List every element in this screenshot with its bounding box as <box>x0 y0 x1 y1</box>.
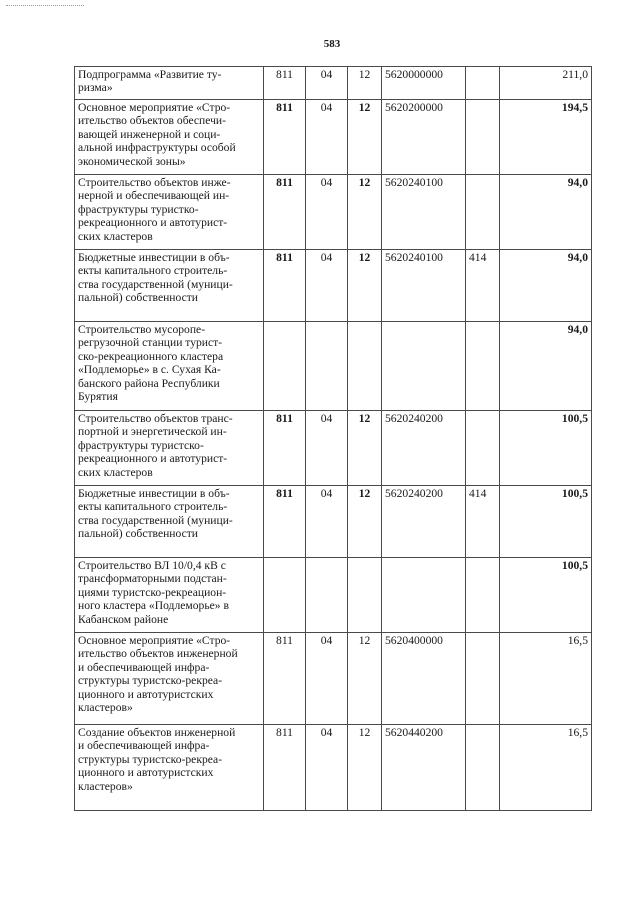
expense-type-cell <box>466 633 500 725</box>
subsection-cell <box>348 558 382 633</box>
table-body <box>75 67 592 811</box>
grbs-cell <box>264 322 306 411</box>
name-text: Строительство объектов инже- нерной и обеспечивающей ин- фраструктуры туристко- рекреационного и автотурист- ских кластеров <box>78 176 231 243</box>
sum-text: 211,0 <box>562 68 588 81</box>
sum-cell <box>500 175 592 250</box>
target-article-cell <box>382 100 466 175</box>
target-article-text: 5620240200 <box>385 412 443 425</box>
section-text: 04 <box>320 68 333 81</box>
expense-type-cell <box>466 411 500 486</box>
page-number: 583 <box>323 38 341 50</box>
name-cell <box>75 100 264 175</box>
target-article-cell <box>382 411 466 486</box>
section-cell <box>306 411 348 486</box>
sum-text: 94,0 <box>567 251 588 264</box>
expense-type-cell <box>466 250 500 322</box>
name-text: Бюджетные инвестиции в объ- екты капитального строитель- ства государственной (муници- пальной) собственности <box>78 487 233 541</box>
target-article-text: 5620240100 <box>385 251 443 264</box>
table-row <box>75 725 592 811</box>
grbs-cell <box>264 633 306 725</box>
name-cell <box>75 486 264 558</box>
grbs-cell <box>264 558 306 633</box>
grbs-text: 811 <box>276 726 293 739</box>
sum-text: 94,0 <box>567 323 588 336</box>
section-text: 04 <box>320 176 333 189</box>
subsection-cell <box>348 486 382 558</box>
sum-text: 100,5 <box>561 487 588 500</box>
name-text: Подпрограмма «Развитие ту- ризма» <box>78 68 222 95</box>
section-text: 04 <box>320 487 333 500</box>
table-row <box>75 322 592 411</box>
grbs-cell <box>264 411 306 486</box>
grbs-text: 811 <box>276 68 293 81</box>
sum-text: 16,5 <box>567 726 588 739</box>
scan-artifact-line <box>6 5 84 6</box>
name-text: Строительство мусоропе- регрузочной станции турист- ско-рекреационного кластера «Подлеморье» в с. Сухая Ка- банского района Республики Бурятия <box>78 323 224 404</box>
table-row <box>75 67 592 100</box>
grbs-text: 811 <box>276 634 293 647</box>
sum-text: 100,5 <box>561 412 588 425</box>
target-article-text: 5620200000 <box>385 101 443 114</box>
name-cell <box>75 633 264 725</box>
grbs-text: 811 <box>276 412 293 425</box>
target-article-cell <box>382 725 466 811</box>
sum-text: 194,5 <box>561 101 588 114</box>
table-row <box>75 100 592 175</box>
table-row <box>75 558 592 633</box>
name-text: Бюджетные инвестиции в объ- екты капитального строитель- ства государственной (муници- пальной) собственности <box>78 251 233 305</box>
budget-table <box>74 66 592 811</box>
expense-type-cell <box>466 486 500 558</box>
target-article-text: 5620000000 <box>385 68 443 81</box>
subsection-cell <box>348 411 382 486</box>
sum-cell <box>500 725 592 811</box>
grbs-cell <box>264 67 306 100</box>
grbs-cell <box>264 725 306 811</box>
name-text: Строительство объектов транс- портной и энергетической ин- фраструктуры туристско- рекреационного и автотурист- ских кластеров <box>78 412 233 479</box>
sum-cell <box>500 411 592 486</box>
sum-text: 100,5 <box>561 559 588 572</box>
table-row <box>75 250 592 322</box>
expense-type-text: 414 <box>469 251 487 264</box>
target-article-cell <box>382 175 466 250</box>
section-cell <box>306 175 348 250</box>
subsection-cell <box>348 725 382 811</box>
name-cell <box>75 725 264 811</box>
section-text: 04 <box>320 726 333 739</box>
grbs-text: 811 <box>276 176 293 189</box>
section-cell <box>306 725 348 811</box>
target-article-text: 5620240100 <box>385 176 443 189</box>
name-cell <box>75 411 264 486</box>
name-text: Строительство ВЛ 10/0,4 кВ с трансформаторными подстан- циями туристско-рекреацион- ного кластера «Подлеморье» в Кабанском районе <box>78 559 229 626</box>
name-cell <box>75 67 264 100</box>
name-text: Создание объектов инженерной и обеспечивающей инфра- структуры туристско-рекреа- ционного и автотуристских кластеров» <box>78 726 236 793</box>
section-cell <box>306 250 348 322</box>
subsection-cell <box>348 67 382 100</box>
expense-type-cell <box>466 67 500 100</box>
section-cell <box>306 67 348 100</box>
subsection-text: 12 <box>358 68 371 81</box>
table-row <box>75 486 592 558</box>
section-cell <box>306 558 348 633</box>
subsection-text: 12 <box>358 726 371 739</box>
subsection-cell <box>348 250 382 322</box>
target-article-cell <box>382 486 466 558</box>
target-article-cell <box>382 633 466 725</box>
expense-type-cell <box>466 100 500 175</box>
section-cell <box>306 100 348 175</box>
table-row <box>75 175 592 250</box>
target-article-cell <box>382 558 466 633</box>
name-cell <box>75 322 264 411</box>
name-text: Основное мероприятие «Стро- ительство объектов инженерной и обеспечивающей инфра- структуры туристско-рекреа- ционного и автотуристских кластеров» <box>78 634 238 715</box>
expense-type-cell <box>466 558 500 633</box>
subsection-text: 12 <box>358 487 371 500</box>
name-text: Основное мероприятие «Стро- ительство объектов обеспечи- вающей инженерной и соци- альной инфраструктуры особой экономической зоны» <box>78 101 236 168</box>
grbs-cell <box>264 250 306 322</box>
subsection-text: 12 <box>358 634 371 647</box>
name-cell <box>75 175 264 250</box>
table-row <box>75 633 592 725</box>
section-text: 04 <box>320 412 333 425</box>
name-cell <box>75 250 264 322</box>
target-article-text: 5620440200 <box>385 726 443 739</box>
grbs-cell <box>264 100 306 175</box>
section-text: 04 <box>320 634 333 647</box>
sum-cell <box>500 100 592 175</box>
expense-type-cell <box>466 175 500 250</box>
sum-cell <box>500 67 592 100</box>
subsection-cell <box>348 322 382 411</box>
expense-type-cell <box>466 725 500 811</box>
subsection-text: 12 <box>358 251 371 264</box>
sum-cell <box>500 633 592 725</box>
target-article-text: 5620240200 <box>385 487 443 500</box>
subsection-cell <box>348 100 382 175</box>
section-cell <box>306 486 348 558</box>
subsection-cell <box>348 175 382 250</box>
sum-cell <box>500 486 592 558</box>
subsection-text: 12 <box>358 412 371 425</box>
target-article-cell <box>382 67 466 100</box>
grbs-text: 811 <box>276 487 293 500</box>
table-row <box>75 411 592 486</box>
sum-text: 16,5 <box>567 634 588 647</box>
subsection-cell <box>348 633 382 725</box>
section-cell <box>306 633 348 725</box>
section-cell <box>306 322 348 411</box>
subsection-text: 12 <box>358 176 371 189</box>
grbs-cell <box>264 175 306 250</box>
name-cell <box>75 558 264 633</box>
target-article-text: 5620400000 <box>385 634 443 647</box>
target-article-cell <box>382 322 466 411</box>
target-article-cell <box>382 250 466 322</box>
sum-cell <box>500 558 592 633</box>
grbs-cell <box>264 486 306 558</box>
grbs-text: 811 <box>276 251 293 264</box>
sum-text: 94,0 <box>567 176 588 189</box>
expense-type-cell <box>466 322 500 411</box>
sum-cell <box>500 322 592 411</box>
section-text: 04 <box>320 101 333 114</box>
subsection-text: 12 <box>358 101 371 114</box>
grbs-text: 811 <box>276 101 293 114</box>
sum-cell <box>500 250 592 322</box>
expense-type-text: 414 <box>469 487 487 500</box>
section-text: 04 <box>320 251 333 264</box>
